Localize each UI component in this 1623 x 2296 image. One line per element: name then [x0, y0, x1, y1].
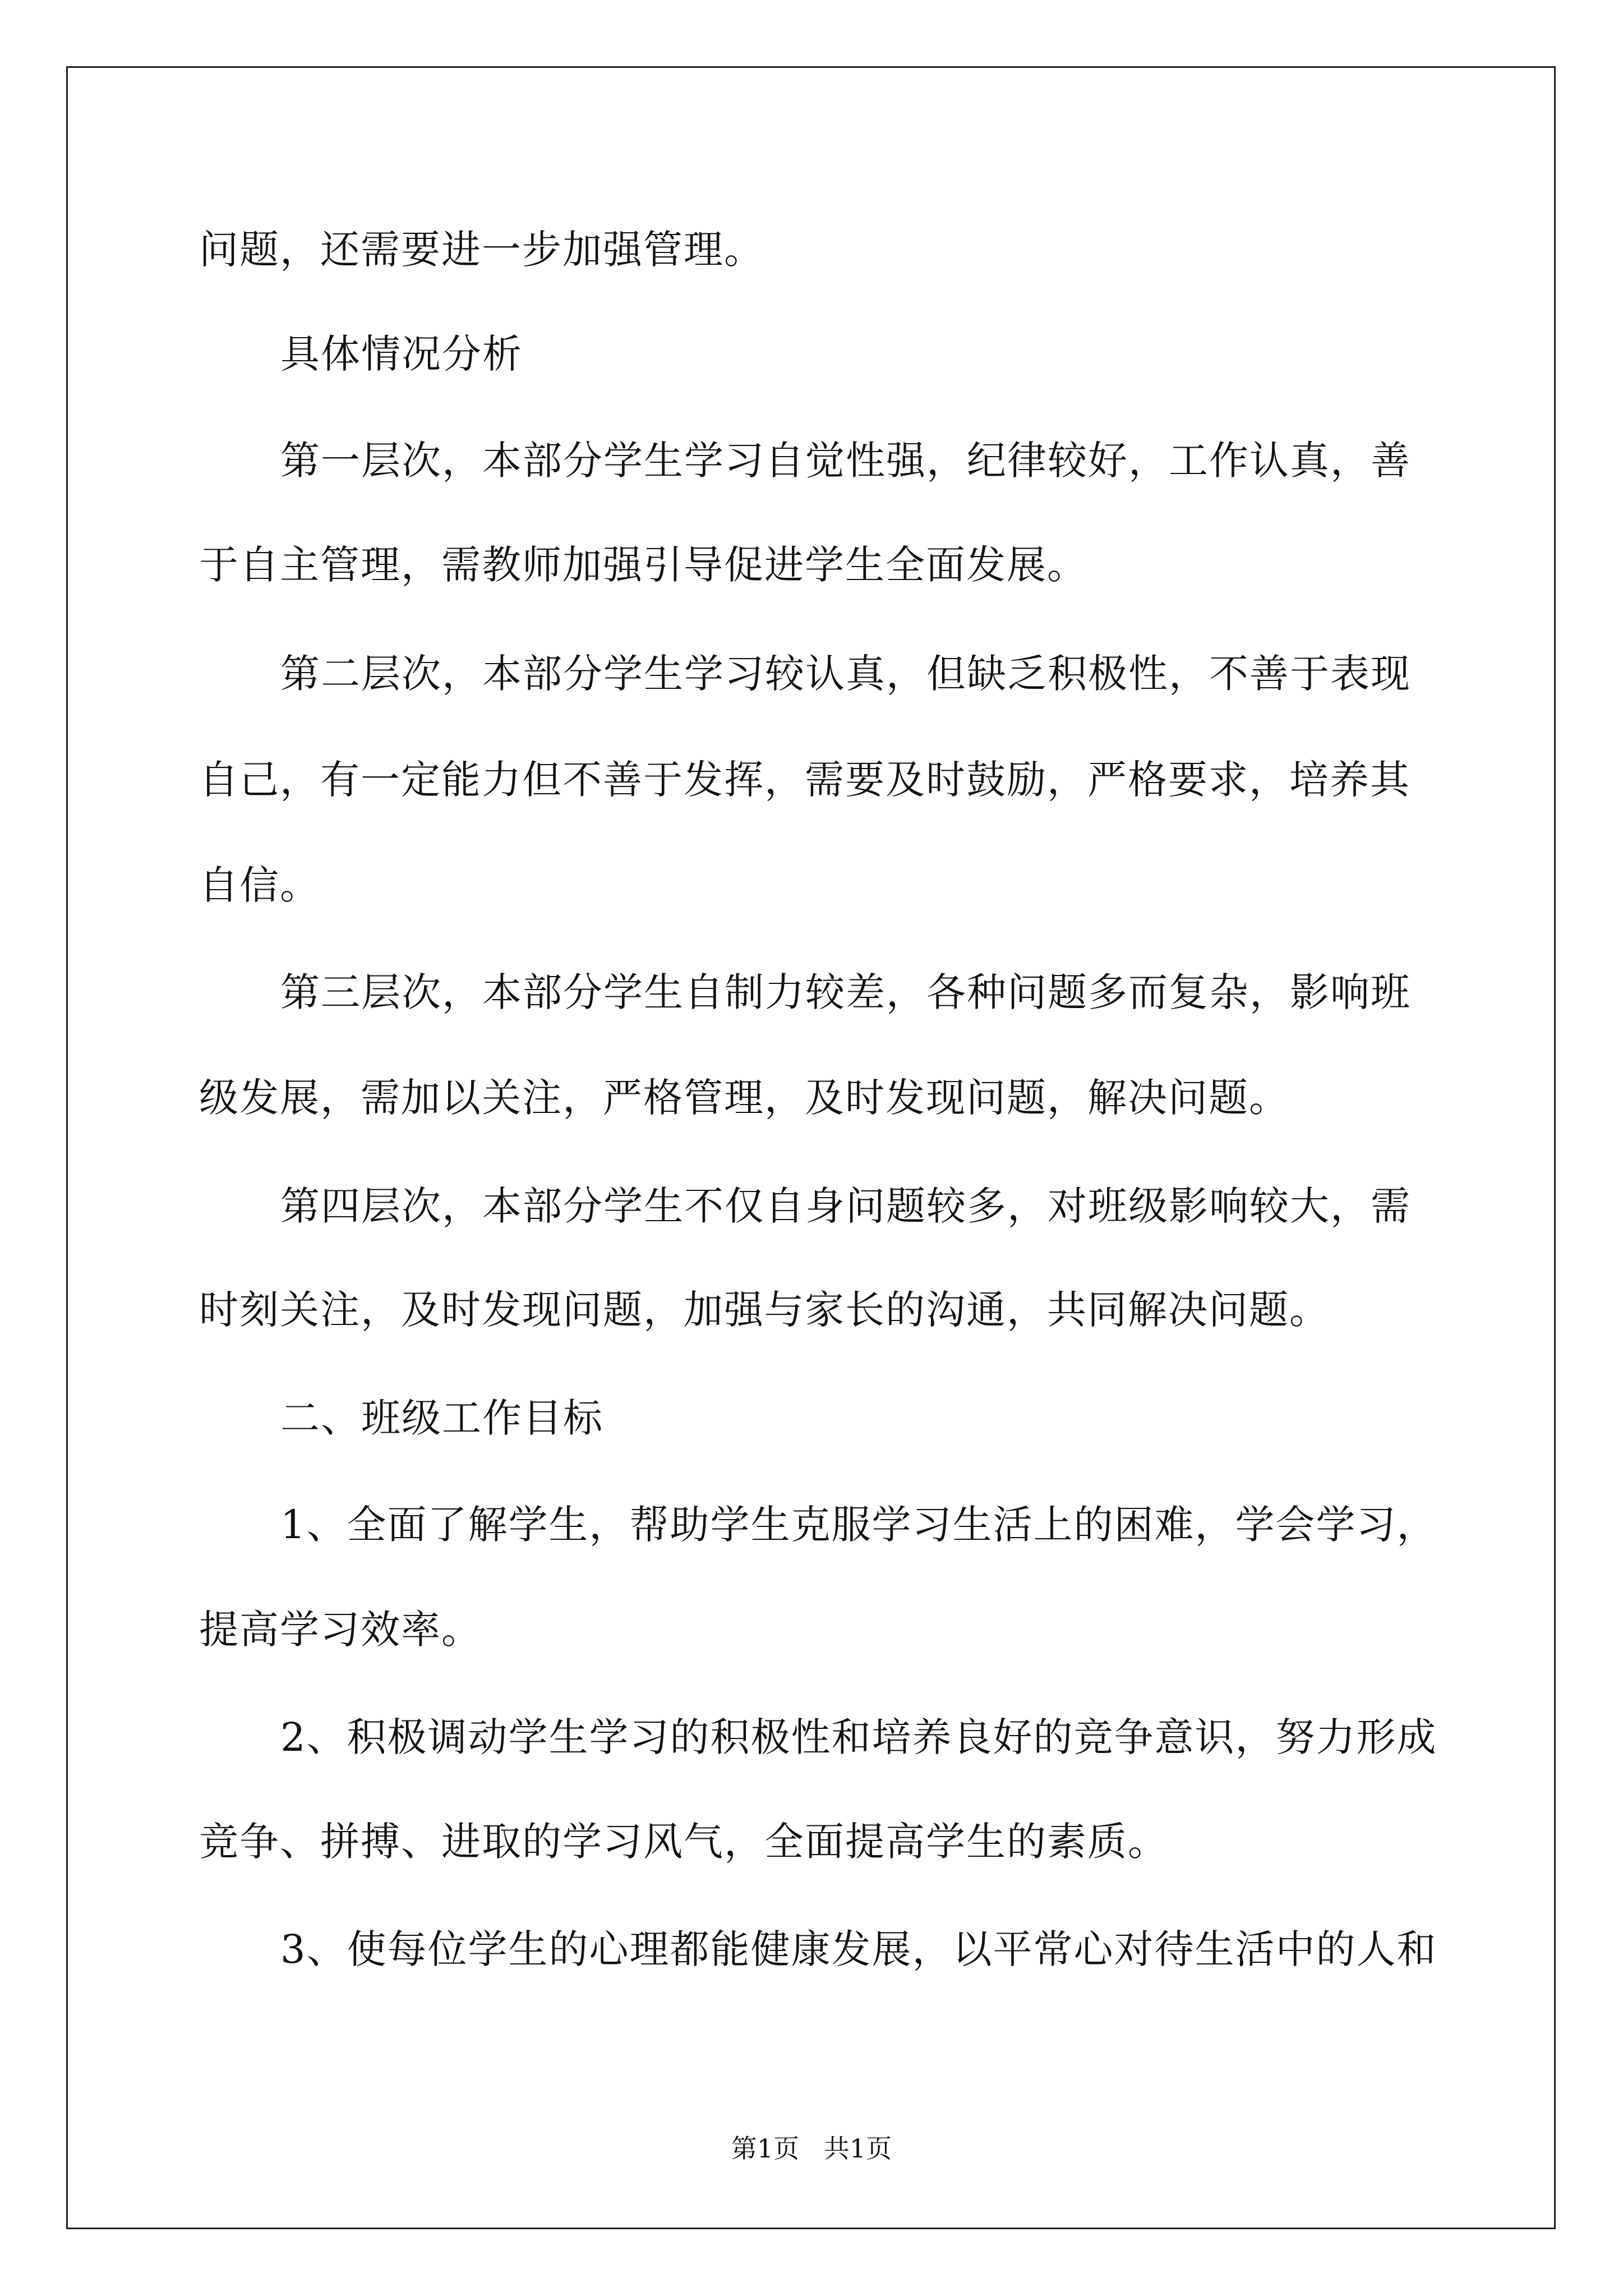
text-line: 第四层次，本部分学生不仅自身问题较多，对班级影响较大，需: [280, 1183, 1411, 1229]
text-line: 级发展，需加以关注，严格管理，及时发现问题，解决问题。: [199, 1075, 1289, 1121]
section-heading: 二、班级工作目标: [280, 1395, 603, 1441]
text-line: 于自主管理，需教师加强引导促进学生全面发展。: [199, 542, 1087, 588]
text-line: 自信。: [199, 862, 320, 908]
text-line: 3、使每位学生的心理都能健康发展，以平常心对待生活中的人和: [280, 1926, 1437, 1972]
page-number-footer: 第1页 共1页: [731, 2133, 892, 2164]
text-line: 自己，有一定能力但不善于发挥，需要及时鼓励，严格要求，培养其: [199, 757, 1410, 803]
page-border: [66, 66, 1556, 2229]
text-line: 第一层次，本部分学生学习自觉性强，纪律较好，工作认真，善: [280, 438, 1411, 484]
text-line: 时刻关注，及时发现问题，加强与家长的沟通，共同解决问题。: [199, 1287, 1330, 1333]
text-line: 问题，还需要进一步加强管理。: [199, 227, 764, 273]
text-line: 第二层次，本部分学生学习较认真，但缺乏积极性，不善于表现: [280, 651, 1411, 697]
text-line: 2、积极调动学生学习的积极性和培养良好的竞争意识，努力形成: [280, 1714, 1437, 1760]
text-line: 1、全面了解学生，帮助学生克服学习生活上的困难，学会学习，: [280, 1502, 1437, 1548]
section-heading: 具体情况分析: [280, 331, 523, 377]
text-line: 提高学习效率。: [199, 1607, 482, 1653]
text-line: 竞争、拼搏、进取的学习风气，全面提高学生的素质。: [199, 1819, 1168, 1865]
text-line: 第三层次，本部分学生自制力较差，各种问题多而复杂，影响班: [280, 969, 1411, 1015]
